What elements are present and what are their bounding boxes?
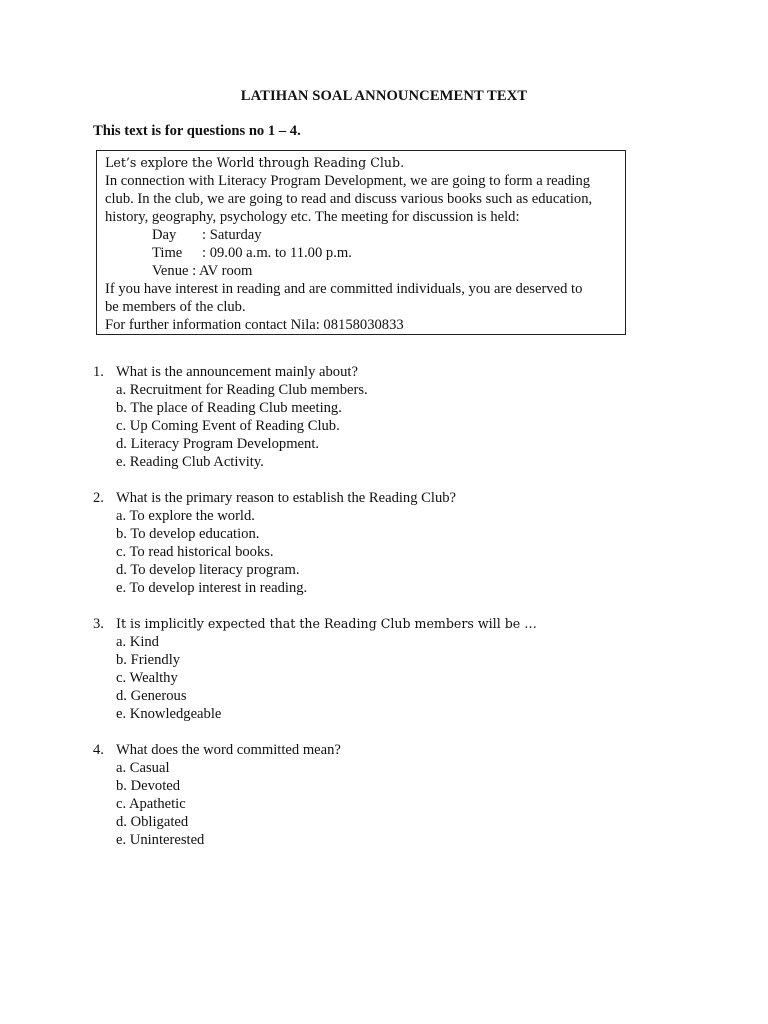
announcement-box (96, 150, 626, 335)
answer-option: a. Casual (116, 760, 170, 776)
answer-option: b. Devoted (116, 778, 181, 794)
meeting-time (105, 244, 619, 262)
answer-option: b. Friendly (116, 652, 181, 668)
answer-option: b. To develop education. (116, 526, 260, 542)
intro-text: This text is for questions no 1 – 4. (93, 123, 301, 139)
answer-option: e. Reading Club Activity. (116, 454, 264, 470)
question-1 (93, 363, 653, 471)
answer-option: c. Up Coming Event of Reading Club. (116, 418, 340, 434)
announcement-line: club. In the club, we are going to read and discuss various books such as education, (105, 191, 593, 207)
announcement-line: history, geography, psychology etc. The meeting for discussion is held: (105, 209, 520, 225)
question-number: 2. (93, 490, 104, 506)
question-number: 1. (93, 364, 104, 380)
question-text: It is implicitly expected that the Reading Club members will be … (116, 616, 537, 631)
answer-option: d. Obligated (116, 814, 189, 830)
answer-option: a. Kind (116, 634, 159, 650)
time-label: Time (152, 245, 183, 261)
answer-option: c. Wealthy (116, 670, 178, 686)
answer-option: e. Knowledgeable (116, 706, 222, 722)
day-value: : Saturday (202, 227, 262, 243)
announcement-closing-line: If you have interest in reading and are committed individuals, you are deserved to (105, 281, 583, 297)
answer-option: b. The place of Reading Club meeting. (116, 400, 342, 416)
contact-line: For further information contact Nila: 08158030833 (105, 317, 404, 333)
announcement-closing-line: be members of the club. (105, 299, 246, 315)
question-text: What is the primary reason to establish the Reading Club? (116, 490, 457, 506)
question-number: 4. (93, 742, 104, 758)
question-2 (93, 489, 653, 597)
question-number: 3. (93, 616, 104, 632)
answer-option: d. Literacy Program Development. (116, 436, 320, 452)
question-text: What is the announcement mainly about? (116, 364, 358, 380)
time-value: : 09.00 a.m. to 11.00 p.m. (202, 245, 352, 261)
answer-option: e. Uninterested (116, 832, 205, 848)
answer-option: c. Apathetic (116, 796, 186, 812)
announcement-line: In connection with Literacy Program Development, we are going to form a reading (105, 173, 591, 189)
answer-option: c. To read historical books. (116, 544, 274, 560)
day-label: Day (152, 227, 177, 243)
answer-option: a. Recruitment for Reading Club members. (116, 382, 368, 398)
meeting-venue: Venue : AV room (152, 263, 253, 279)
question-4 (93, 741, 653, 849)
answer-option: d. To develop literacy program. (116, 562, 300, 578)
announcement-heading: Let’s explore the World through Reading Club. (105, 155, 405, 170)
question-3 (93, 615, 653, 723)
answer-option: e. To develop interest in reading. (116, 580, 308, 596)
question-list (93, 363, 653, 867)
answer-option: a. To explore the world. (116, 508, 255, 524)
answer-option: d. Generous (116, 688, 187, 704)
question-text: What does the word committed mean? (116, 742, 341, 758)
page-title: LATIHAN SOAL ANNOUNCEMENT TEXT (240, 88, 528, 104)
meeting-day (105, 226, 619, 244)
